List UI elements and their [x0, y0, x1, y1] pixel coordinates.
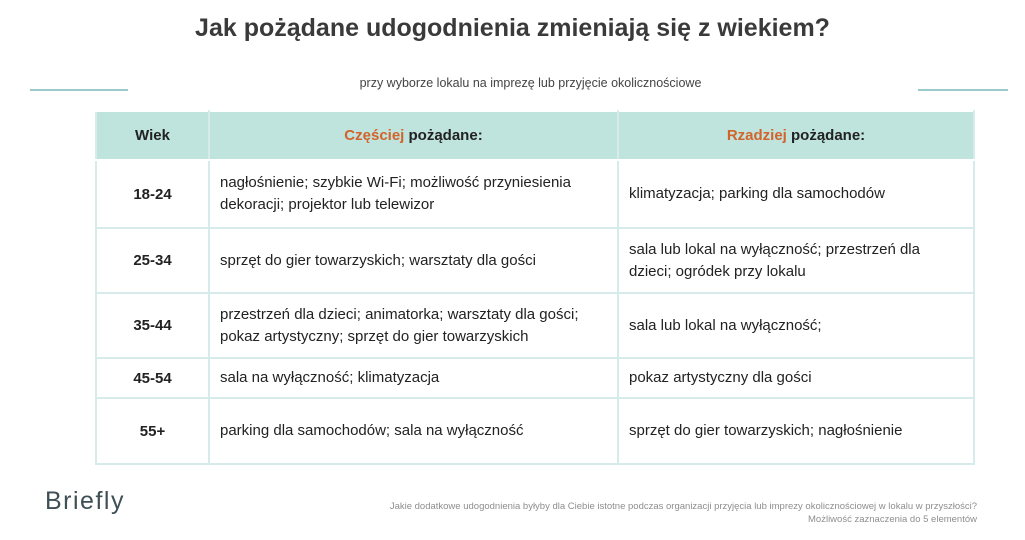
page-subtitle: przy wyborze lokalu na imprezę lub przyjęcie okolicznościowe — [359, 76, 702, 90]
page-title: Jak pożądane udogodnienia zmieniają się z wiekiem? — [195, 14, 830, 42]
footnote-hint: Możliwość zaznaczenia do 5 elementów — [808, 514, 977, 525]
age-cell: 25-34 — [96, 228, 209, 293]
more-desired-cell: przestrzeń dla dzieci; animatorka; warsztaty dla gości; pokaz artystyczny; sprzęt do gier towarzyskich — [209, 293, 618, 358]
header-less-rest: pożądane: — [786, 127, 866, 144]
survey-footnote — [217, 500, 977, 526]
more-desired-cell: sala na wyłączność; klimatyzacja — [209, 358, 618, 398]
more-desired-cell: parking dla samochodów; sala na wyłączność — [209, 398, 618, 464]
header-less-desired — [618, 111, 974, 160]
less-desired-cell: klimatyzacja; parking dla samochodów — [618, 160, 974, 228]
less-desired-cell: sprzęt do gier towarzyskich; nagłośnienie — [618, 398, 974, 464]
less-desired-cell: sala lub lokal na wyłączność; — [618, 293, 974, 358]
header-more-desired — [209, 111, 618, 160]
table-row — [96, 358, 974, 398]
age-cell: 18-24 — [96, 160, 209, 228]
age-cell: 55+ — [96, 398, 209, 464]
decorative-rule-right — [918, 89, 1008, 91]
age-cell: 35-44 — [96, 293, 209, 358]
header-less-accent: Rzadziej — [726, 127, 787, 144]
more-desired-cell: sprzęt do gier towarzyskich; warsztaty dla gości — [209, 228, 618, 293]
more-desired-cell: nagłośnienie; szybkie Wi-Fi; możliwość przyniesienia dekoracji; projektor lub telewizor — [209, 160, 618, 228]
table-row — [96, 293, 974, 358]
table-row — [96, 228, 974, 293]
header-age: Wiek — [96, 111, 209, 160]
less-desired-cell: pokaz artystyczny dla gości — [618, 358, 974, 398]
brand-logo: Briefly — [45, 487, 125, 515]
header-more-rest: pożądane: — [404, 127, 483, 144]
table-row — [96, 160, 974, 228]
age-cell: 45-54 — [96, 358, 209, 398]
less-desired-cell: sala lub lokal na wyłączność; przestrzeń dla dzieci; ogródek przy lokalu — [618, 228, 974, 293]
amenities-table — [95, 110, 975, 465]
table-header-row — [96, 111, 974, 160]
footnote-question: Jakie dodatkowe udogodnienia byłyby dla Ciebie istotne podczas organizacji przyjęcia lub imprezy okolicznościowej w lokalu w przyszłości? — [389, 501, 977, 512]
header-more-accent: Częściej — [344, 127, 405, 144]
table-row — [96, 398, 974, 464]
